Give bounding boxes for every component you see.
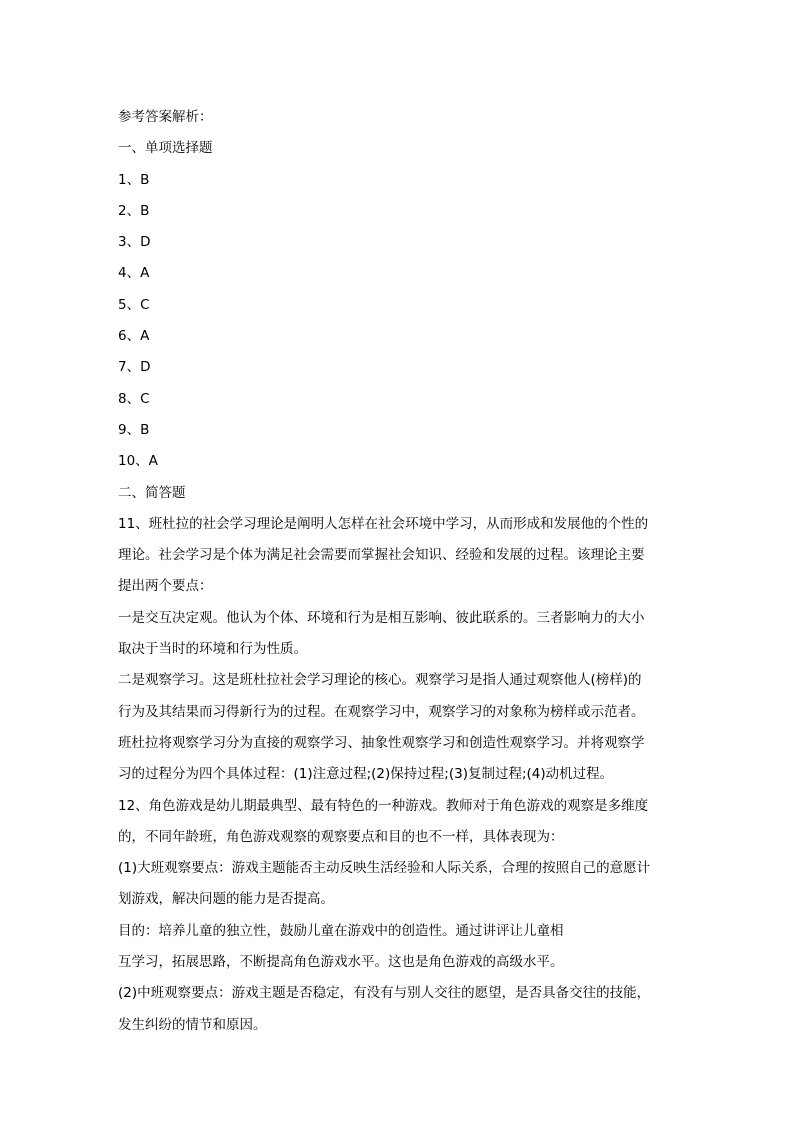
paragraph [118, 916, 688, 979]
section-heading-short-answer: 二、简答题 [118, 484, 186, 501]
paragraph-line: 班杜拉将观察学习分为直接的观察学习、抽象性观察学习和创造性观察学习。并将观察学 [118, 734, 645, 751]
paragraph-line: 12、角色游戏是幼儿期最典型、最有特色的一种游戏。教师对于角色游戏的观察是多维度 [118, 797, 649, 814]
answer-item: 10、A [118, 453, 158, 470]
paragraph-line: (2)中班观察要点：游戏主题是否稳定，有没有与别人交往的愿望，是否具备交往的技能， [118, 985, 651, 1002]
paragraph-line: 11、班杜拉的社会学习理论是阐明人怎样在社会环境中学习，从而形成和发展他的个性的 [118, 515, 649, 532]
paragraph-line: 发生纠纷的情节和原因。 [118, 1016, 267, 1033]
answer-item: 5、C [118, 296, 150, 313]
paragraph-line: (1)大班观察要点：游戏主题能否主动反映生活经验和人际关系，合理的按照自己的意愿计 [118, 860, 651, 877]
answer-list [118, 165, 688, 478]
paragraph-line: 习的过程分为四个具体过程：(1)注意过程;(2)保持过程;(3)复制过程;(4)动机过程。 [118, 766, 614, 783]
paragraph-line: 提出两个要点： [118, 578, 213, 595]
paragraph [118, 791, 688, 854]
answer-item: 3、D [118, 234, 151, 251]
paragraph [118, 509, 688, 603]
paragraph-line: 目的：培养儿童的独立性，鼓励儿童在游戏中的创造性。通过讲评让儿童相 [118, 922, 564, 939]
section-heading-choice: 一、单项选择题 [118, 140, 213, 157]
document-title: 参考答案解析： [118, 109, 213, 125]
answer-item: 9、B [118, 421, 150, 438]
answer-item: 8、C [118, 390, 150, 407]
answer-item: 4、A [118, 265, 150, 282]
paragraph [118, 603, 688, 666]
paragraph-line: 互学习，拓展思路，不断提高角色游戏水平。这也是角色游戏的高级水平。 [118, 954, 564, 971]
paragraph [118, 853, 688, 916]
paragraph-line: 一是交互决定观。他认为个体、环境和行为是相互影响、彼此联系的。三者影响力的大小 [118, 609, 645, 626]
paragraph-line: 二是观察学习。这是班杜拉社会学习理论的核心。观察学习是指人通过观察他人(榜样)的 [118, 672, 642, 689]
paragraph-line: 的，不同年龄班，角色游戏观察的观察要点和目的也不一样，具体表现为： [118, 828, 564, 845]
answer-item: 2、B [118, 202, 150, 219]
answer-document [118, 102, 688, 1041]
paragraph-line: 划游戏，解决问题的能力是否提高。 [118, 891, 334, 908]
paragraph-line: 取决于当时的环境和行为性质。 [118, 641, 307, 658]
short-answer-body [118, 509, 688, 1041]
answer-item: 6、A [118, 328, 150, 345]
paragraph-line: 行为及其结果而习得新行为的过程。在观察学习中，观察学习的对象称为榜样或示范者。 [118, 703, 645, 720]
paragraph-line: 理论。社会学习是个体为满足社会需要而掌握社会知识、经验和发展的过程。该理论主要 [118, 547, 645, 564]
paragraph [118, 665, 688, 790]
paragraph [118, 978, 688, 1041]
answer-item: 7、D [118, 359, 151, 376]
answer-item: 1、B [118, 171, 150, 188]
